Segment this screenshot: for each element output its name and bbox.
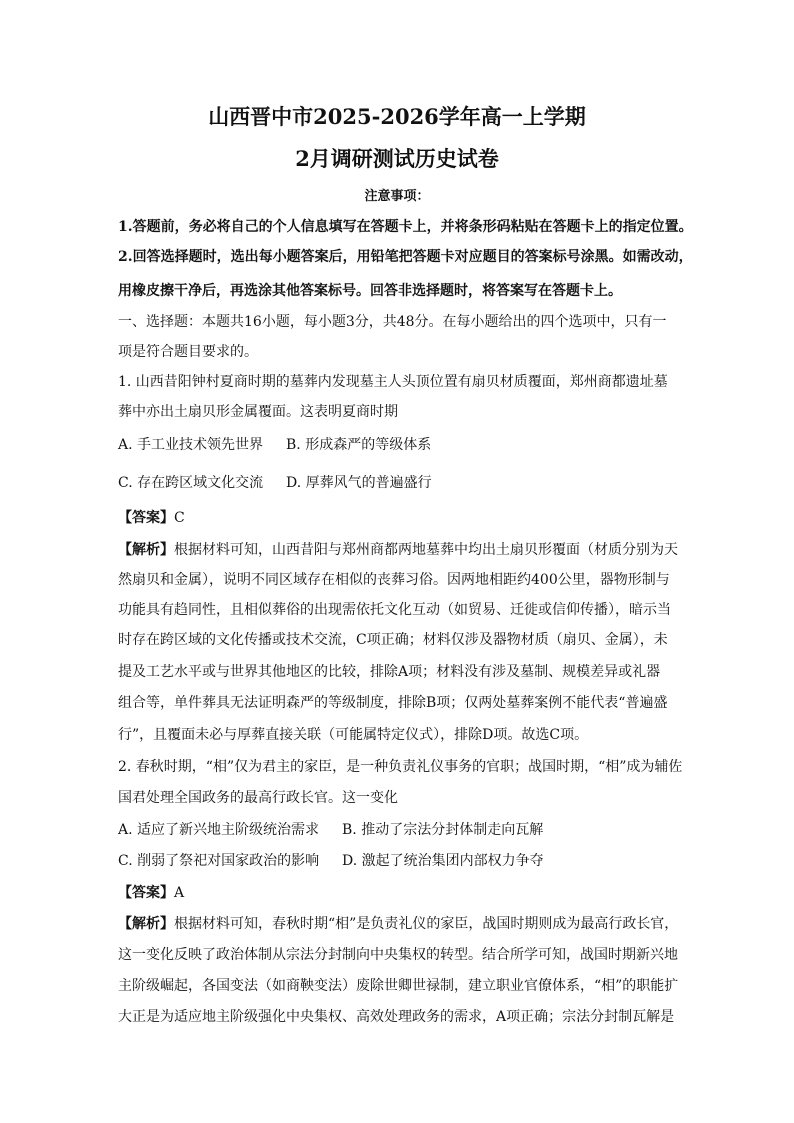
question-1-analysis-line1 — [118, 540, 698, 560]
question-2-option-b: B. 推动了宗法分封体制走向瓦解 — [342, 822, 544, 838]
question-1-option-a: A. 手工业技术领先世界 — [118, 437, 264, 453]
question-2-stem-line2: 国君处理全国政务的最高行政长官。这一变化 — [118, 790, 398, 806]
section-heading-line1: 一、选择题：本题共16小题，每小题3分，共48分。在每小题给出的四个选项中，只有一 — [118, 314, 667, 330]
question-1-analysis-line3: 功能具有趋同性，且相似葬俗的出现需依托文化互动（如贸易、迁徙或信仰传播），暗示当 — [118, 602, 671, 618]
exam-title-line2: 2月调研测试历史试卷 — [295, 146, 499, 171]
question-2-analysis-line3: 主阶级崛起，各国变法（如商鞅变法）废除世卿世禄制，建立职业官僚体系，“相”的职能扩 — [118, 978, 679, 994]
exam-title-line1: 山西晋中市2025-2026学年高一上学期 — [208, 104, 586, 129]
question-1-option-b: B. 形成森严的等级体系 — [286, 437, 432, 453]
answer-value: C — [174, 510, 185, 526]
answer-label: 【答案】 — [118, 885, 174, 901]
question-1-stem-line2: 葬中亦出土扇贝形金属覆面。这表明夏商时期 — [118, 404, 398, 420]
question-1-option-d: D. 厚葬风气的普遍盛行 — [286, 475, 432, 491]
analysis-text: 根据材料可知，山西昔阳与郑州商都两地墓葬中均出土扇贝形覆面（材质分别为天 — [174, 542, 678, 558]
question-2-option-a: A. 适应了新兴地主阶级统治需求 — [118, 822, 320, 838]
question-2-stem-line1: 2. 春秋时期，“相”仅为君主的家臣，是一种负责礼仪事务的官职；战国时期，“相”成为辅佐 — [118, 759, 683, 775]
question-2-analysis-line1 — [118, 914, 698, 934]
question-2-answer — [118, 883, 698, 903]
instruction-item-2-line1: 2.回答选择题时，选出每小题答案后，用铅笔把答题卡对应题目的答案标号涂黑。如需改动， — [118, 249, 693, 265]
question-1-analysis-line4: 时存在跨区域的文化传播或技术交流，C项正确；材料仅涉及器物材质（扇贝、金属），未 — [118, 632, 668, 648]
instruction-item-1: 1.答题前，务必将自己的个人信息填写在答题卡上，并将条形码粘贴在答题卡上的指定位置。 — [118, 219, 693, 235]
question-1-analysis-line6: 组合等，单件葬具无法证明森严的等级制度，排除B项；仅两处墓葬案例不能代表“普遍盛 — [118, 695, 668, 711]
notice-heading: 注意事项： — [364, 189, 430, 204]
question-2-analysis-line4: 大正是为适应地主阶级强化中央集权、高效处理政务的需求，A项正确；宗法分封制瓦解是 — [118, 1009, 675, 1025]
question-1-analysis-line5: 提及工艺水平或与世界其他地区的比较，排除A项；材料没有涉及墓制、规模差异或礼器 — [118, 664, 661, 680]
question-1-answer — [118, 508, 698, 528]
question-2-option-d: D. 激起了统治集团内部权力争夺 — [342, 853, 544, 869]
instruction-item-2-line2: 用橡皮擦干净后，再选涂其他答案标号。回答非选择题时，将答案写在答题卡上。 — [118, 283, 622, 299]
question-1-option-c: C. 存在跨区域文化交流 — [118, 475, 264, 491]
section-heading-line2: 项是符合题目要求的。 — [118, 344, 258, 360]
question-2-option-c: C. 削弱了祭祀对国家政治的影响 — [118, 853, 320, 869]
answer-label: 【答案】 — [118, 510, 174, 526]
analysis-label: 【解析】 — [118, 542, 174, 558]
analysis-label: 【解析】 — [118, 916, 174, 932]
answer-value: A — [174, 885, 185, 901]
question-1-analysis-line7: 行”，且覆面未必与厚葬直接关联（可能属特定仪式），排除D项。故选C项。 — [118, 727, 589, 743]
question-1-stem-line1: 1. 山西昔阳钟村夏商时期的墓葬内发现墓主人头顶位置有扇贝材质覆面，郑州商都遗址墓 — [118, 374, 668, 390]
question-2-analysis-line2: 这一变化反映了政治体制从宗法分封制向中央集权的转型。结合所学可知，战国时期新兴地 — [118, 947, 678, 963]
analysis-text: 根据材料可知，春秋时期“相”是负责礼仪的家臣，战国时期则成为最高行政长官， — [174, 916, 679, 932]
question-1-analysis-line2: 然扇贝和金属），说明不同区域存在相似的丧葬习俗。因两地相距约400公里，器物形制与 — [118, 572, 670, 588]
